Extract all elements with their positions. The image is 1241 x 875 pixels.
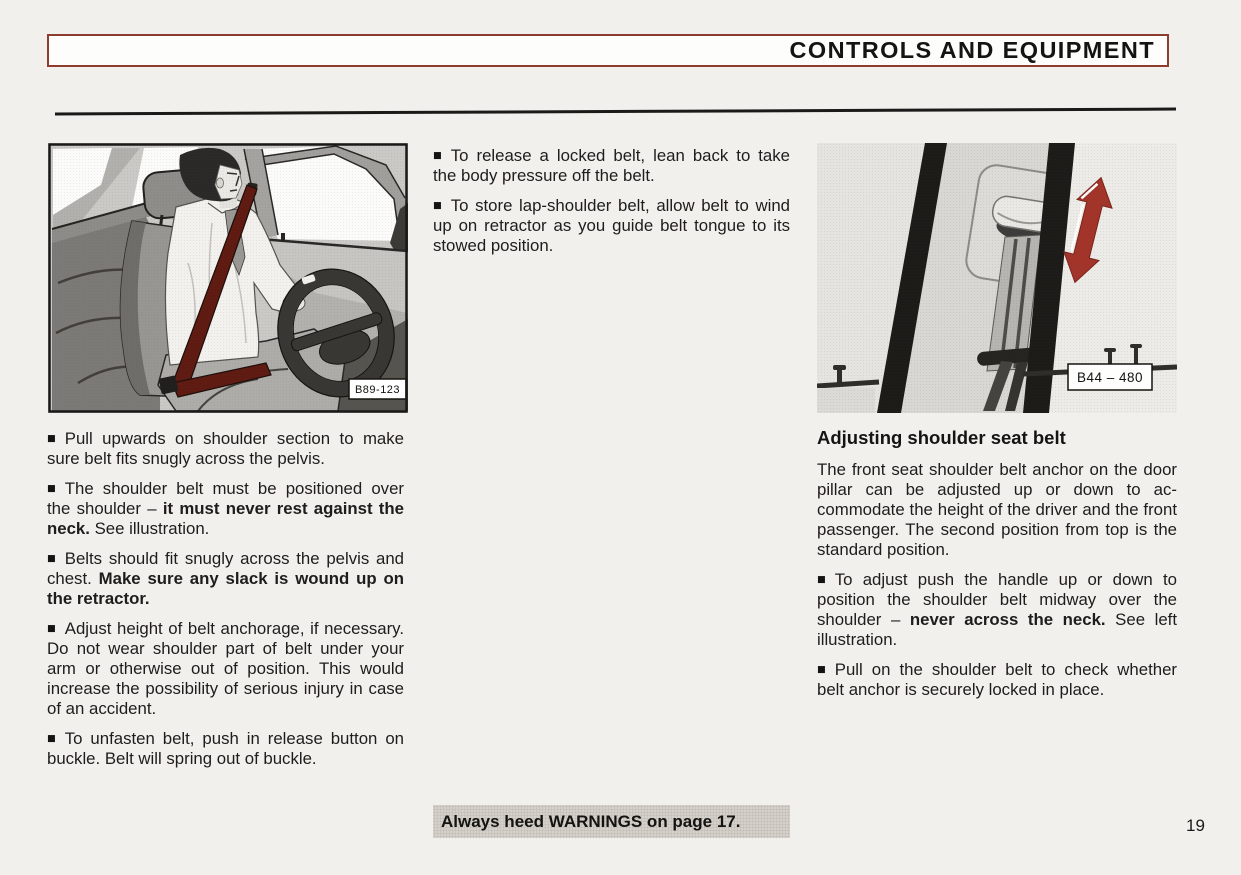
belt-anchor-adjustment-illustration-svg: [817, 143, 1177, 413]
seatbelt-wearing-illustration: [48, 143, 408, 413]
intro-paragraph: [817, 460, 1177, 560]
paragraph-text: To adjust push the handle up or down to position the shoulder belt midway over the shoulder –: [817, 570, 1177, 629]
paragraph-text-bold: it must never rest against the neck.: [47, 499, 404, 538]
paragraph-text: Pull upwards on shoulder section to make sure belt fits snugly across the pelvis.: [47, 429, 404, 468]
figure-caption-right: [1068, 364, 1152, 390]
section-heading: Adjusting shoulder seat belt: [817, 427, 1066, 448]
square-bullet-icon: ■: [47, 731, 56, 747]
belt-anchor-adjustment-illustration: [817, 143, 1177, 413]
figure-caption-right-text: B44 – 480: [1076, 370, 1144, 385]
bullet-paragraph: [47, 619, 404, 719]
paragraph-text: See left illustration.: [817, 610, 1177, 649]
square-bullet-icon: ■: [47, 431, 56, 447]
square-bullet-icon: ■: [433, 148, 442, 164]
warning-note-strip: Always heed WARNINGS on page 17.: [433, 805, 790, 838]
paragraph-text: The shoulder belt must be positioned over the shoulder –: [47, 479, 404, 518]
square-bullet-icon: ■: [433, 198, 442, 214]
square-bullet-icon: ■: [47, 481, 56, 497]
middle-text-column: [433, 146, 790, 266]
paragraph-text-bold: never across the neck.: [909, 610, 1106, 629]
figure-caption-left-text: B89-123: [354, 384, 401, 396]
paragraph-text: The front seat shoulder belt anchor on the door pillar can be adjusted up or down to accommodate the height of the driver and the front passenger. The second position from top is the standard position.: [817, 460, 1177, 559]
figure-caption-left: [349, 379, 406, 399]
square-bullet-icon: ■: [47, 551, 56, 567]
paragraph-text: Belts should fit snugly across the pelvis and chest.: [47, 549, 404, 588]
paragraph-text: Adjust height of belt anchorage, if necessary. Do not wear shoulder part of belt under your arm or otherwise out of position. This would increase the possibility of serious injury in case of an accident.: [47, 619, 404, 718]
bullet-paragraph: [817, 660, 1177, 700]
chapter-title: CONTROLS AND EQUIPMENT: [789, 37, 1155, 63]
bullet-paragraph: [817, 570, 1177, 650]
paragraph-text-bold: Make sure any slack is wound up on the retractor.: [47, 569, 405, 608]
chapter-header-box: [47, 34, 1169, 67]
bullet-paragraph: [47, 549, 404, 609]
page-number: 19: [1186, 816, 1205, 835]
paragraph-text: To unfasten belt, push in release button on buckle. Belt will spring out of buckle.: [47, 729, 404, 768]
paragraph-text: Pull on the shoulder belt to check whether belt anchor is securely locked in place.: [817, 660, 1177, 699]
bullet-paragraph: [433, 146, 790, 186]
bullet-paragraph: [433, 196, 790, 256]
square-bullet-icon: ■: [817, 662, 826, 678]
seatbelt-wearing-illustration-svg: [48, 143, 408, 413]
bullet-paragraph: [47, 429, 404, 469]
square-bullet-icon: ■: [817, 572, 826, 588]
bullet-paragraph: [47, 479, 404, 539]
left-text-column: [47, 429, 404, 779]
square-bullet-icon: ■: [47, 621, 56, 637]
paragraph-text: To release a locked belt, lean back to take the body pressure off the belt.: [433, 146, 790, 185]
paragraph-text: To store lap-shoulder belt, allow belt to wind up on retractor as you guide belt tongue to its stowed position.: [433, 196, 790, 255]
header-divider-line: [55, 108, 1176, 116]
bullet-paragraph: [47, 729, 404, 769]
paragraph-text: See illustration.: [89, 519, 210, 538]
right-text-column: [817, 428, 1177, 710]
